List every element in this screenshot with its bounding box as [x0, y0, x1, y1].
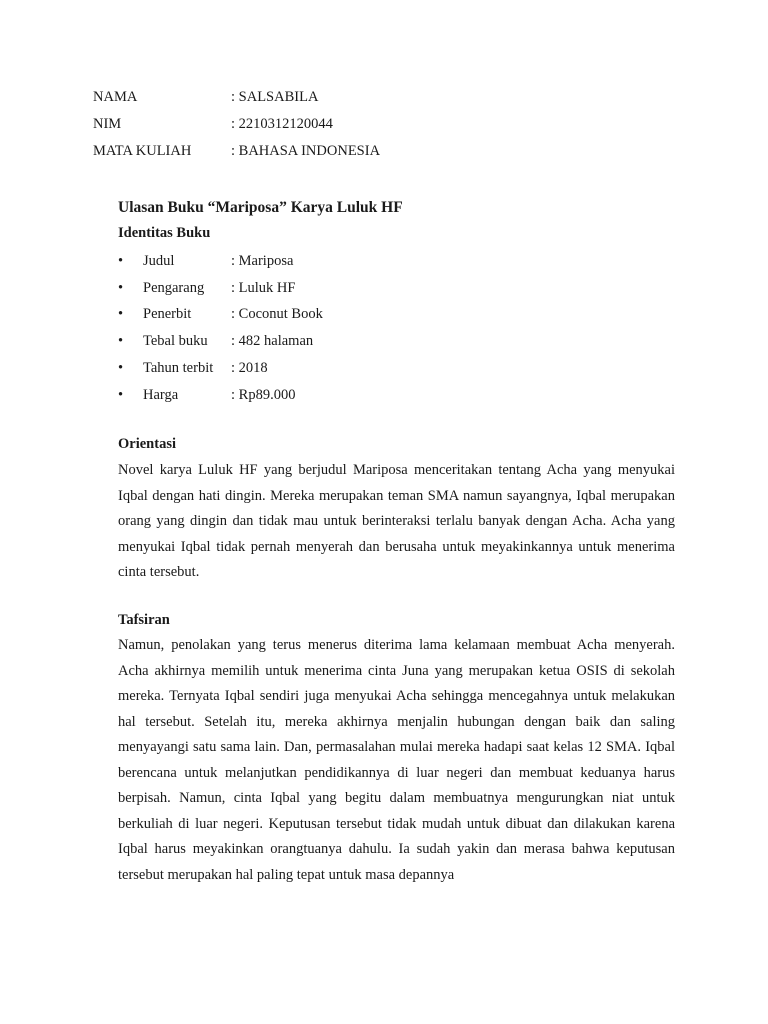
orientasi-heading: Orientasi	[118, 436, 176, 452]
identity-label: NAMA	[93, 89, 138, 105]
book-detail-value: : Rp89.000	[231, 387, 296, 403]
identity-label: MATA KULIAH	[93, 143, 192, 159]
book-detail-label: Pengarang	[143, 280, 205, 296]
book-detail-value: : 482 halaman	[231, 333, 314, 349]
book-detail-label: Tahun terbit	[143, 360, 214, 376]
bullet-icon: •	[118, 387, 124, 403]
bullet-icon: •	[118, 253, 124, 269]
bullet-icon: •	[118, 306, 124, 322]
bullet-icon: •	[118, 333, 124, 349]
book-detail-label: Harga	[143, 387, 179, 403]
tafsiran-paragraph: Namun, penolakan yang terus menerus diterima lama kelamaan membuat Acha menyerah. Acha akhirnya memilih untuk menerima cinta Juna yang merupakan ketua OSIS di sekolah mereka. Ternyata Iqbal sendiri juga menyukai Acha sehingga mencegahnya untuk melakukan hal tersebut. Setelah itu, mereka akhirnya menjalin hubungan dengan baik dan saling menyayangi satu sama lain. Dan, permasalahan mulai mereka hadapi saat kelas 12 SMA. Iqbal berencana untuk melanjutkan pendidikannya di luar negeri dan membuat keduanya harus berpisah. Namun, cinta Iqbal yang begitu dalam membuatnya mengurungkan niat untuk berkuliah di luar negeri. Keputusan tersebut tidak mudah untuk dibuat dan dilakukan karena Iqbal harus meyakinkan orangtuanya dahulu. Ia sudah yakin dan merasa bahwa keputusan tersebut merupakan hal paling tepat untuk masa depannya	[118, 637, 675, 883]
document-title: Ulasan Buku “Mariposa” Karya Luluk HF	[118, 199, 403, 216]
identitas-heading: Identitas Buku	[118, 225, 211, 241]
identity-value: : 2210312120044	[231, 116, 333, 132]
book-detail-value: : 2018	[231, 360, 268, 376]
book-detail-value: : Luluk HF	[231, 280, 296, 296]
identity-value: : SALSABILA	[231, 89, 319, 105]
bullet-icon: •	[118, 280, 124, 296]
orientasi-paragraph: Novel karya Luluk HF yang berjudul Mariposa menceritakan tentang Acha yang menyukai Iqbal dengan hati dingin. Mereka merupakan teman SMA namun sayangnya, Iqbal merupakan orang yang dingin dan tidak mau untuk berinteraksi terlalu banyak dengan Acha. Acha yang menyukai Iqbal tidak pernah menyerah dan berusaha untuk meyakinkannya untuk menerima cinta tersebut.	[118, 462, 675, 580]
book-detail-label: Judul	[143, 253, 175, 269]
book-detail-label: Penerbit	[143, 306, 192, 322]
identity-label: NIM	[93, 116, 122, 132]
bullet-icon: •	[118, 360, 124, 376]
book-detail-label: Tebal buku	[143, 333, 208, 349]
book-detail-value: : Coconut Book	[231, 306, 323, 322]
tafsiran-heading: Tafsiran	[118, 612, 170, 628]
book-detail-value: : Mariposa	[231, 253, 294, 269]
identity-value: : BAHASA INDONESIA	[231, 143, 381, 159]
